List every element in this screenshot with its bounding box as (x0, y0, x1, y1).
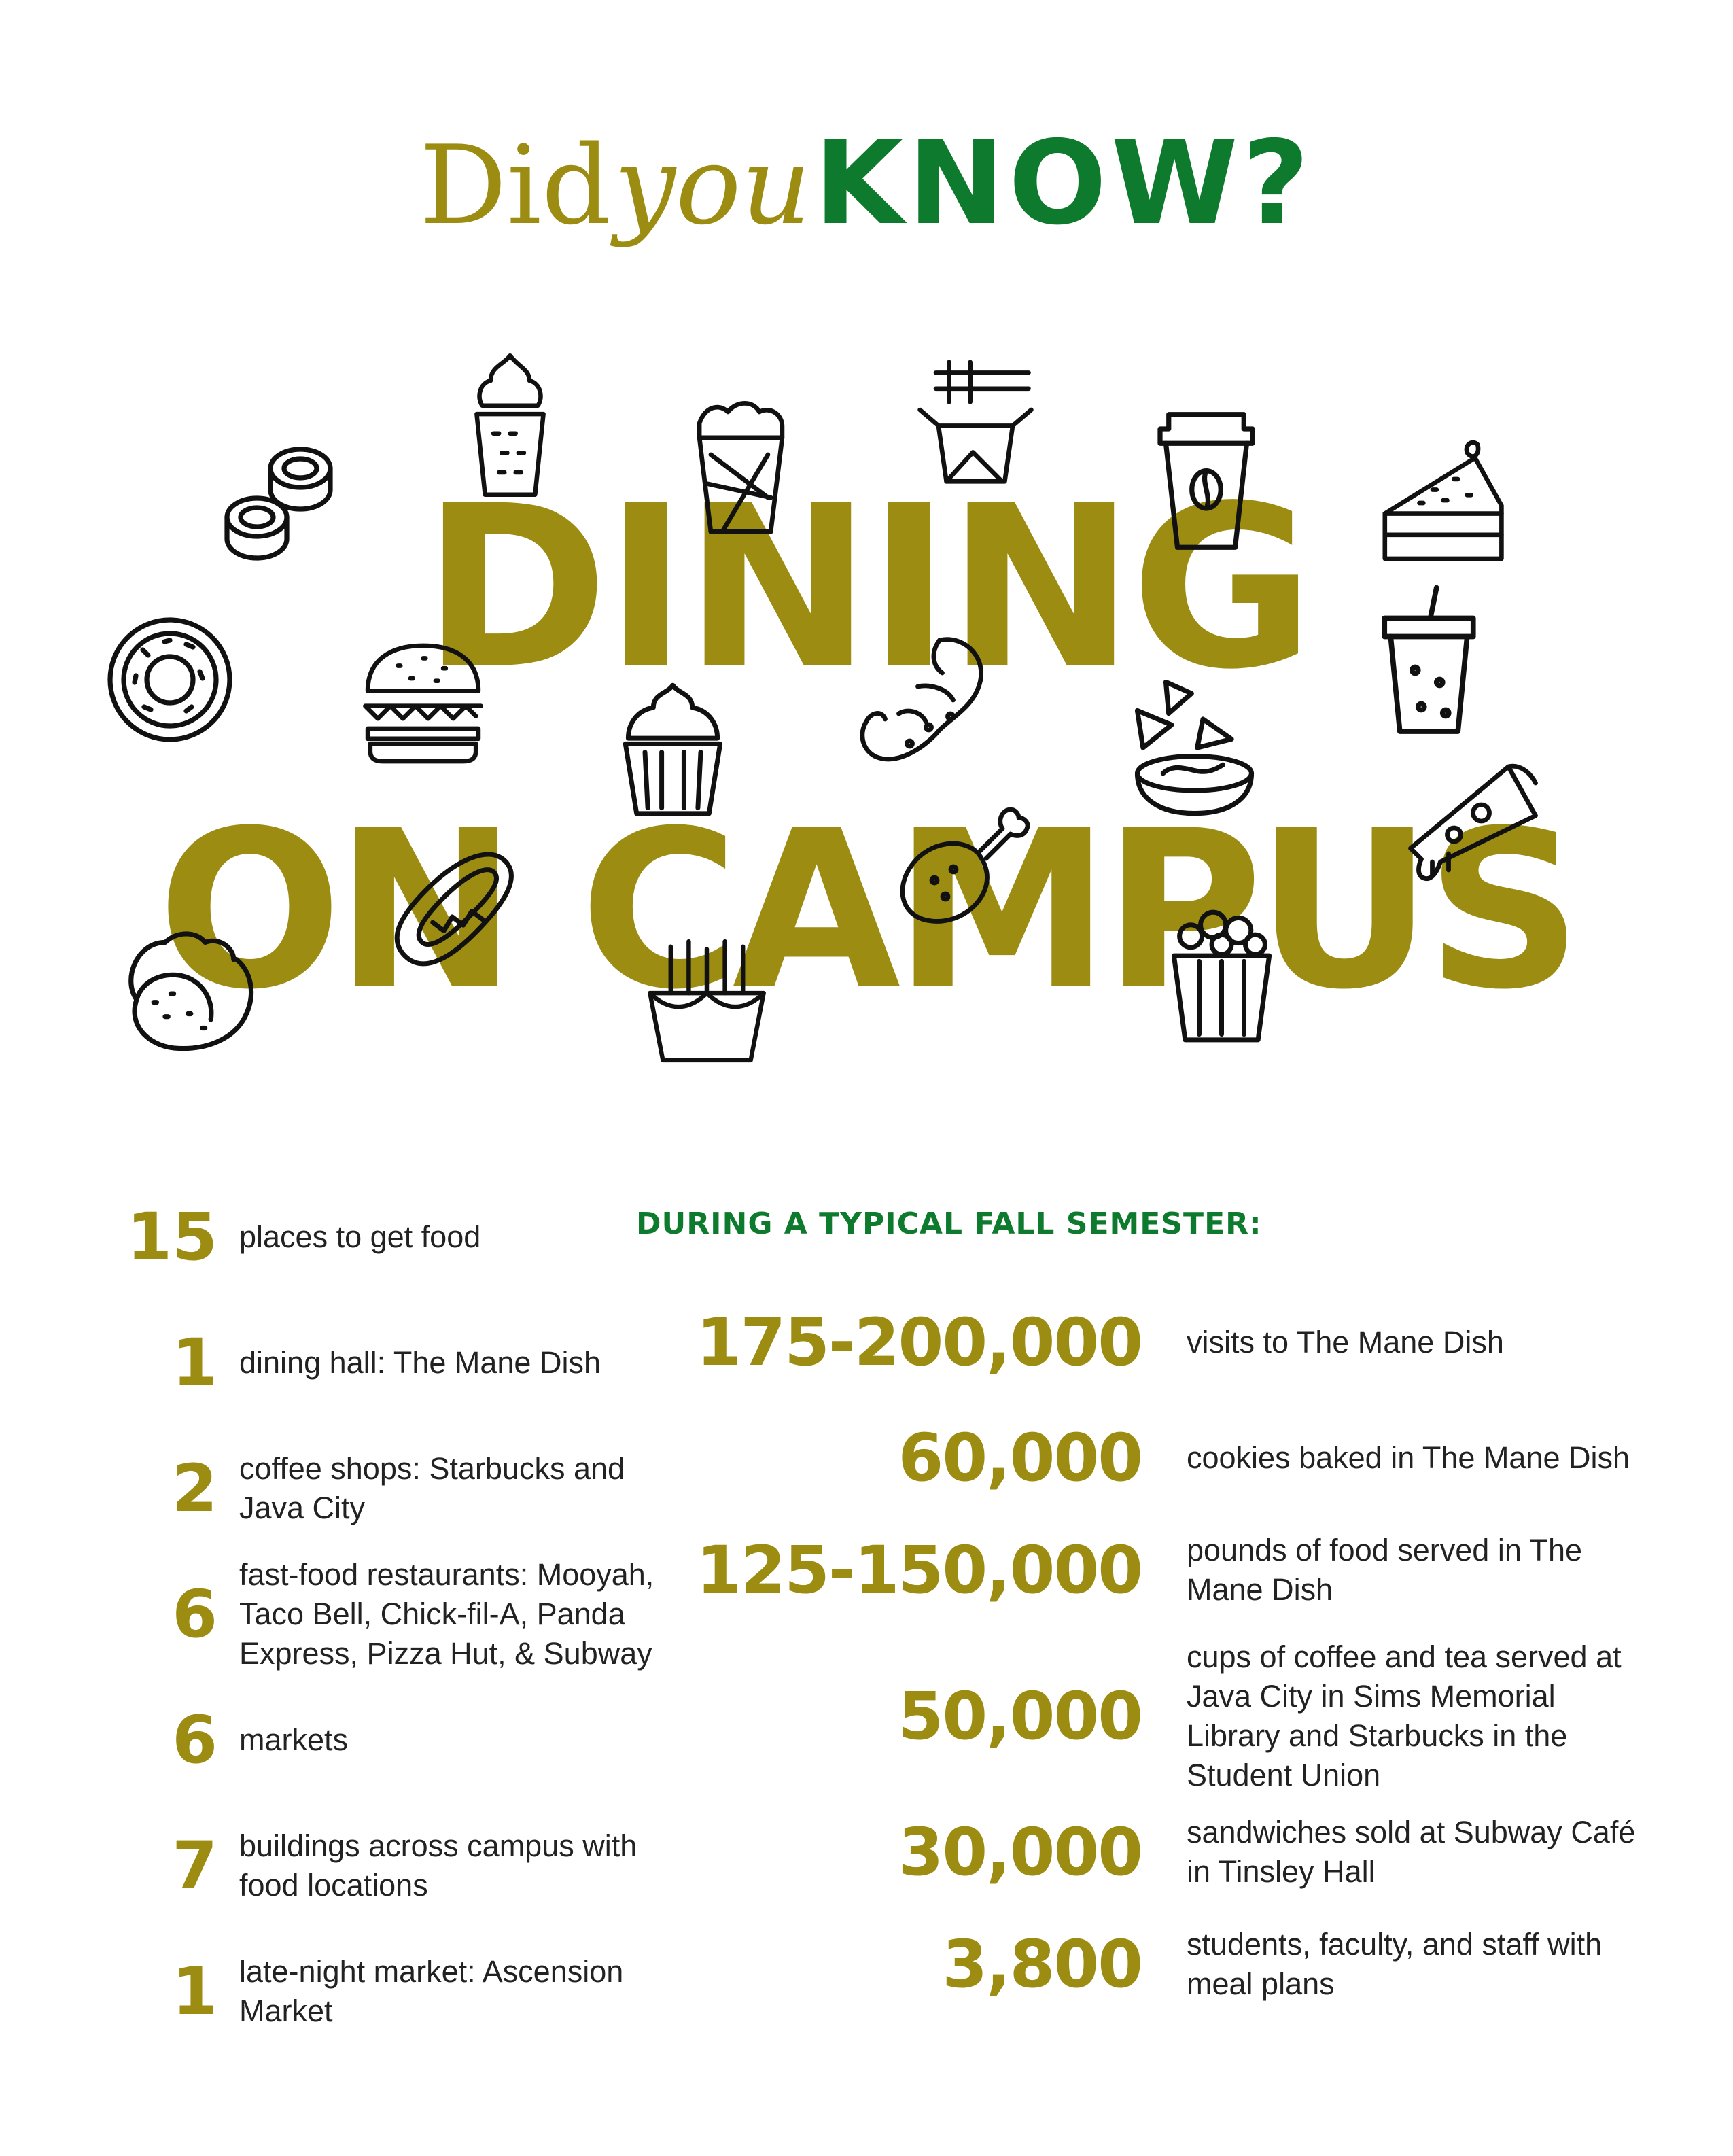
fact-number: 1 (172, 1325, 217, 1401)
left-fact-row (0, 1686, 652, 1794)
semester-number: 3,800 (942, 1926, 1142, 2002)
semester-text: pounds of food served in The Mane Dish (1187, 1533, 1583, 1607)
fact-number: 2 (172, 1450, 217, 1527)
hero-dining: DINING (422, 457, 1311, 718)
fact-number: 7 (172, 1828, 217, 1904)
headline-you: you (614, 122, 811, 249)
fact-number: 15 (126, 1199, 217, 1275)
fact-number: 6 (172, 1576, 217, 1652)
headline-did: Did (419, 122, 612, 249)
fact-text: late-night market: Ascension Market (239, 1954, 624, 2028)
fact-text: dining hall: The Mane Dish (239, 1345, 601, 1380)
semester-text: students, faculty, and staff with meal plans (1187, 1927, 1603, 2001)
semester-fact-row (666, 1631, 1685, 1801)
cake-slice-icon (1380, 435, 1512, 571)
semester-text: sandwiches sold at Subway Café in Tinsley Hall (1187, 1815, 1636, 1889)
semester-number: 175-200,000 (696, 1304, 1142, 1380)
drumstick-icon (890, 799, 1033, 935)
fries-icon (642, 935, 771, 1067)
semester-number: 60,000 (898, 1420, 1142, 1496)
ice-cream-cone-icon (468, 350, 553, 503)
burrito-icon (690, 398, 792, 540)
semester-fact-row (666, 1410, 1685, 1506)
popcorn-icon (1166, 904, 1278, 1047)
left-fact-row (0, 1308, 652, 1417)
fact-text: buildings across campus with food locations (239, 1828, 637, 1902)
sushi-roll-icon (216, 435, 352, 578)
pizza-slice-icon (1400, 761, 1546, 897)
left-fact-row (0, 1811, 652, 1920)
taco-icon (122, 928, 265, 1057)
semester-fact-row (666, 1801, 1685, 1903)
hot-dog-icon (382, 836, 528, 975)
left-fact-row (0, 1183, 652, 1291)
semester-fact-row (666, 1913, 1685, 2015)
fact-text: places to get food (239, 1219, 481, 1254)
fact-number: 6 (172, 1702, 217, 1778)
semester-fact-row (666, 1295, 1685, 1390)
fact-number: 1 (172, 1953, 217, 2030)
semester-text: visits to The Mane Dish (1187, 1325, 1504, 1359)
burger-icon (360, 636, 486, 771)
semester-fact-row (666, 1519, 1685, 1621)
fact-text: fast-food restaurants: Mooyah, Taco Bell, Chick-fil-A, Panda Express, Pizza Hut, & Subway (239, 1557, 654, 1671)
nachos-icon (1118, 676, 1271, 819)
croissant-icon (853, 632, 999, 768)
soda-cup-icon (1373, 585, 1485, 737)
semester-text: cups of coffee and tea served at Java City in Sims Memorial Library and Starbucks in the Student Union (1187, 1639, 1622, 1792)
cupcake-icon (615, 680, 731, 819)
semester-number: 125-150,000 (696, 1532, 1142, 1608)
headline-know: KNOW? (813, 116, 1314, 251)
left-fact-row (0, 1937, 652, 2046)
semester-text: cookies baked in The Mane Dish (1187, 1440, 1630, 1475)
fact-text: markets (239, 1722, 349, 1757)
headline (0, 102, 1733, 265)
left-fact-row (0, 1557, 654, 1671)
noodle-box-icon (909, 357, 1042, 489)
donut-icon (102, 612, 238, 748)
coffee-cup-icon (1149, 408, 1264, 554)
hero-on-campus: ON CAMPUS (157, 784, 1576, 1037)
semester-number: 30,000 (898, 1814, 1142, 1890)
fact-text: coffee shops: Starbucks and Java City (239, 1451, 625, 1525)
semester-heading: DURING A TYPICAL FALL SEMESTER: (636, 1206, 1262, 1241)
left-fact-row (0, 1434, 652, 1543)
semester-number: 50,000 (898, 1678, 1142, 1754)
